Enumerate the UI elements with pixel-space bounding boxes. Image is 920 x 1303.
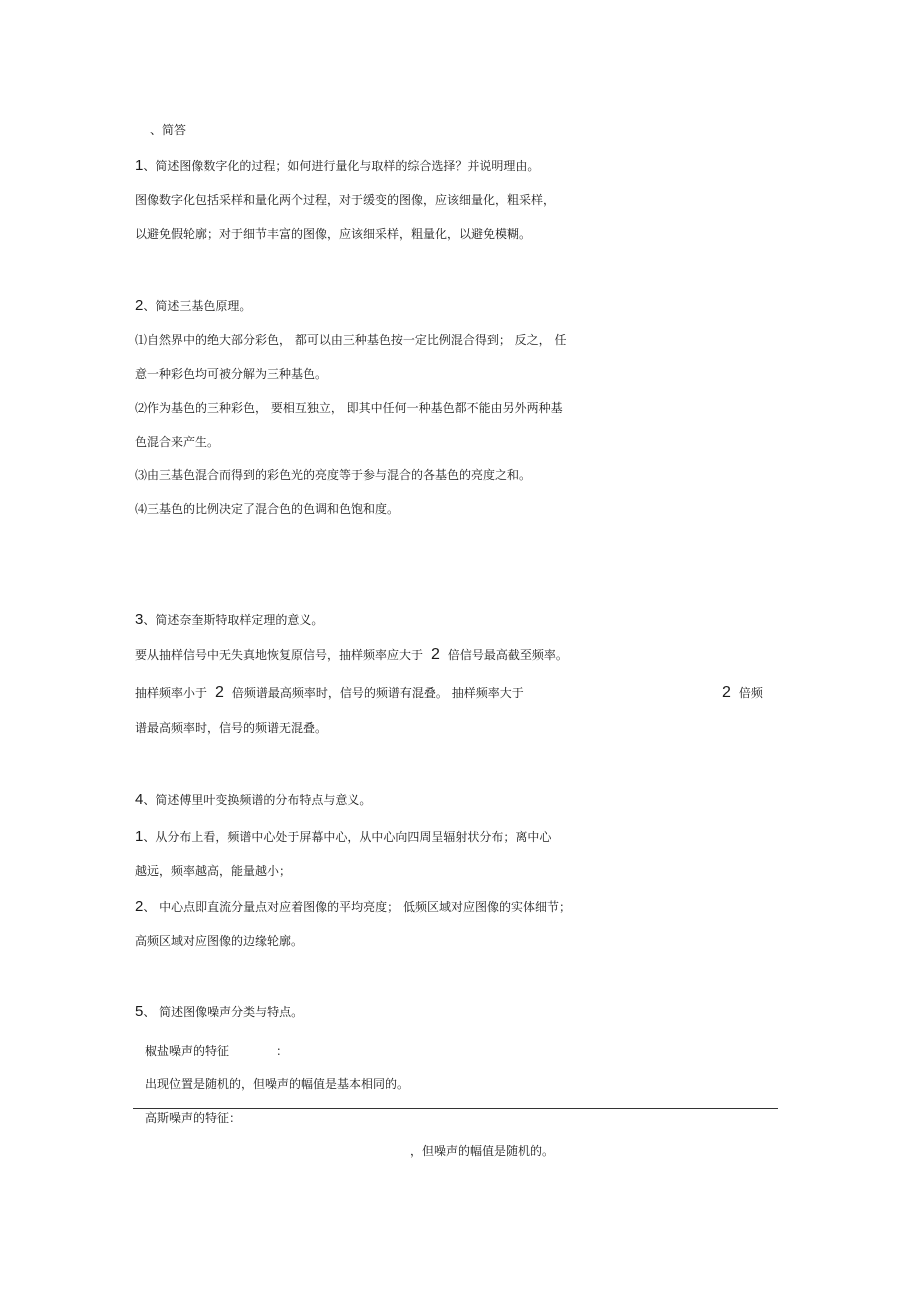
- gaussian-noise-label: 高斯噪声的特征：: [145, 1111, 242, 1125]
- answer-2-point-3: ⑶由三基色混合而得到的彩色光的亮度等于参与混合的各基色的亮度之和。: [135, 468, 532, 482]
- salt-noise-colon: ：: [276, 1044, 289, 1058]
- answer-4-item-1-text: 、从分布上看，频谱中心处于屏幕中心，从中心向四周呈辐射状分布；离中心: [143, 830, 552, 844]
- answer-3-line-2-end: 倍频: [738, 686, 763, 700]
- question-5-title-text: 、 简述图像噪声分类与特点。: [143, 1005, 304, 1019]
- answer-4-item-2-line-2: 高频区域对应图像的边缘轮廓。: [135, 934, 304, 948]
- answer-4-item-1-line-1: [135, 829, 551, 845]
- answer-4-item-1-number: 1: [135, 828, 144, 845]
- answer-3-line-2-number-2: 2: [722, 684, 731, 701]
- answer-1-line-2: 以避免假轮廓；对于细节丰富的图像，应该细采样，粗量化，以避免模糊。: [135, 227, 532, 241]
- answer-3-line-2-tail: [722, 685, 763, 701]
- question-1-number: 1: [135, 157, 144, 174]
- question-1-title: [135, 158, 539, 174]
- gaussian-noise-description: ，但噪声的幅值是随机的。: [410, 1144, 555, 1158]
- answer-4-item-2-line-1: [135, 899, 571, 915]
- salt-noise-label: 椒盐噪声的特征: [145, 1044, 230, 1058]
- question-3-title: [135, 612, 323, 628]
- question-4-number: 4: [135, 791, 144, 808]
- answer-2-point-4: ⑷三基色的比例决定了混合色的色调和色饱和度。: [135, 502, 400, 516]
- question-2-number: 2: [135, 297, 144, 314]
- answer-2-point-1-line-2: 意一种彩色均可被分解为三种基色。: [135, 367, 328, 381]
- salt-noise-description: 出现位置是随机的，但噪声的幅值是基本相同的。: [145, 1077, 410, 1091]
- answer-3-line-2-middle: 倍频谱最高频率时，信号的频谱有混叠。 抽样频率大于: [231, 686, 524, 700]
- answer-3-line-1-end: 倍信号最高截至频率。: [447, 648, 568, 662]
- answer-2-point-2-line-2: 色混合来产生。: [135, 435, 220, 449]
- question-3-number: 3: [135, 611, 144, 628]
- answer-1-line-1: 图像数字化包括采样和量化两个过程，对于缓变的图像，应该细量化，粗采样，: [135, 193, 556, 207]
- question-3-title-text: 、简述奈奎斯特取样定理的意义。: [143, 613, 324, 627]
- answer-2-point-1-line-1: ⑴自然界中的绝大部分彩色， 都可以由三种基色按一定比例混合得到； 反之， 任: [135, 333, 567, 347]
- answer-3-line-2: [135, 685, 524, 701]
- question-2-title-text: 、简述三基色原理。: [143, 299, 252, 313]
- question-1-title-text: 、简述图像数字化的过程；如何进行量化与取样的综合选择？并说明理由。: [143, 159, 540, 173]
- answer-4-item-2-text: 、 中心点即直流分量点对应着图像的平均亮度； 低频区域对应图像的实体细节；: [143, 900, 571, 914]
- answer-3-line-2-number: 2: [215, 684, 224, 701]
- horizontal-rule: [133, 1108, 778, 1109]
- answer-3-line-2-start: 抽样频率小于: [135, 686, 208, 700]
- answer-2-point-2-line-1: ⑵作为基色的三种彩色， 要相互独立， 即其中任何一种基色都不能由另外两种基: [135, 401, 563, 415]
- section-heading: 、简答: [150, 123, 187, 137]
- answer-3-line-3: 谱最高频率时，信号的频谱无混叠。: [135, 721, 328, 735]
- answer-4-item-1-line-2: 越远，频率越高，能量越小；: [135, 864, 292, 878]
- answer-3-line-1-start: 要从抽样信号中无失真地恢复原信号，抽样频率应大于: [135, 648, 424, 662]
- question-5-number: 5: [135, 1003, 144, 1020]
- answer-3-line-1: [135, 647, 568, 663]
- question-4-title: [135, 792, 371, 808]
- question-5-title: [135, 1004, 303, 1020]
- answer-4-item-2-number: 2: [135, 898, 144, 915]
- question-4-title-text: 、简述傅里叶变换频谱的分布特点与意义。: [143, 793, 372, 807]
- answer-3-line-1-number: 2: [431, 646, 440, 663]
- question-2-title: [135, 298, 251, 314]
